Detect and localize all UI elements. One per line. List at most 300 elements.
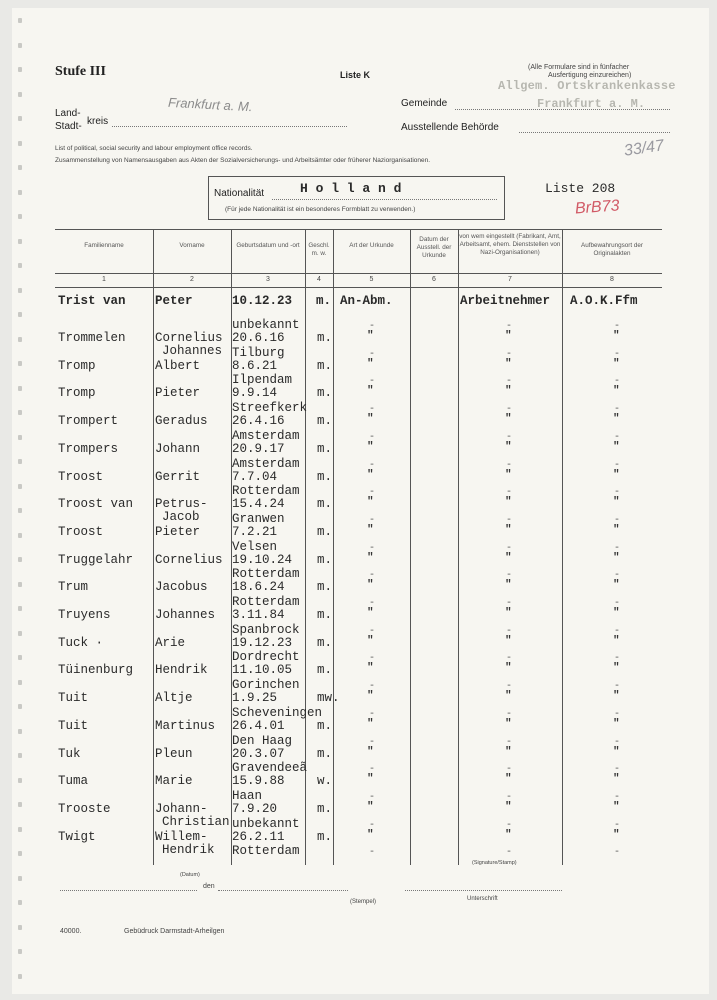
ditto-col5: " bbox=[367, 468, 374, 481]
row-firstname: Pieter bbox=[155, 524, 201, 539]
row-surname: Tuma bbox=[58, 774, 89, 789]
row-place: Amsterdam bbox=[232, 428, 300, 443]
row-birthdate: 20.9.17 bbox=[232, 441, 285, 456]
column-number-1: 1 bbox=[102, 276, 106, 283]
ditto-col8: " bbox=[613, 607, 620, 619]
row-place: Haan bbox=[232, 788, 263, 803]
row-place: Den Haag bbox=[232, 733, 293, 748]
row-surname: Trist van bbox=[58, 294, 126, 308]
ditto-col7: " bbox=[505, 690, 512, 703]
row-place: Rotterdam bbox=[232, 567, 300, 582]
row-surname: Trompers bbox=[58, 441, 119, 456]
dash-mark: - bbox=[506, 653, 513, 665]
header-6: Datum der Ausstell. der Urkunde bbox=[416, 236, 452, 259]
ditto-col5: " bbox=[367, 800, 374, 813]
date-line bbox=[60, 890, 197, 891]
row-place: Scheveningen bbox=[232, 705, 323, 720]
row-place: Ilpendam bbox=[232, 373, 293, 388]
dash-mark: - bbox=[506, 764, 513, 776]
row-birthdate: 26.4.01 bbox=[232, 718, 285, 733]
ditto-col7: " bbox=[505, 496, 512, 509]
ditto-col8: " bbox=[613, 773, 620, 786]
row-firstname: Arie bbox=[155, 635, 186, 650]
row-surname: Twigt bbox=[58, 829, 96, 844]
signature-caption: (Signature/Stamp) bbox=[472, 860, 517, 866]
row-sex: m. bbox=[317, 441, 333, 456]
row-surname: Truggelahr bbox=[58, 552, 134, 567]
row-birthdate: 8.6.21 bbox=[232, 358, 278, 373]
row-birthdate: 18.6.24 bbox=[232, 580, 285, 595]
punch-hole bbox=[18, 361, 22, 366]
stufe-label: Stufe III bbox=[55, 64, 106, 79]
ditto-col8: " bbox=[613, 745, 620, 758]
punch-hole bbox=[18, 631, 22, 636]
description-en: List of political, social security and labour employment office records. bbox=[55, 145, 253, 152]
ditto-col5: " bbox=[367, 745, 374, 758]
dash-mark: - bbox=[506, 487, 513, 499]
ditto-col8: " bbox=[613, 634, 620, 647]
gemeinde-label: Gemeinde bbox=[401, 98, 448, 109]
row-sex: m. bbox=[317, 608, 333, 622]
row-birthdate: 1.9.25 bbox=[232, 691, 278, 706]
ditto-col5: " bbox=[367, 330, 374, 342]
punch-holes bbox=[18, 0, 26, 1000]
punch-hole bbox=[18, 386, 22, 391]
punch-hole bbox=[18, 582, 22, 587]
punch-hole bbox=[18, 704, 22, 709]
ditto-col5: " bbox=[367, 634, 374, 647]
dash-mark: - bbox=[614, 487, 621, 499]
ditto-col7: " bbox=[505, 413, 512, 426]
column-number-8: 8 bbox=[610, 276, 614, 283]
row-surname: Tuit bbox=[58, 691, 89, 706]
dash-mark: - bbox=[614, 653, 621, 665]
row-sex: m. bbox=[317, 331, 333, 345]
dash-mark: - bbox=[614, 819, 621, 831]
ditto-col5: " bbox=[367, 773, 374, 786]
ditto-col8: " bbox=[613, 662, 620, 675]
ditto-col5: " bbox=[367, 357, 374, 370]
note-line-2: Ausfertigung einzureichen) bbox=[548, 72, 632, 79]
red-handwritten-mark: BrB73 bbox=[574, 197, 620, 218]
dash-mark: - bbox=[506, 321, 513, 332]
dash-mark: - bbox=[614, 681, 621, 693]
dash-mark: - bbox=[506, 404, 513, 416]
row-surname: Tromp bbox=[58, 358, 96, 373]
row-firstname: Pleun bbox=[155, 746, 193, 761]
row-birthdate: 26.4.16 bbox=[232, 414, 285, 429]
land-label: Land- bbox=[55, 108, 81, 119]
punch-hole bbox=[18, 680, 22, 685]
ditto-col5: " bbox=[367, 607, 374, 619]
row-sex: m. bbox=[317, 635, 333, 650]
ditto-col7: " bbox=[505, 551, 512, 564]
dash-mark: - bbox=[506, 514, 513, 526]
ditto-col8: " bbox=[613, 413, 620, 426]
dash-mark: - bbox=[614, 321, 621, 332]
punch-hole bbox=[18, 606, 22, 611]
dash-mark: - bbox=[614, 625, 621, 637]
column-number-4: 4 bbox=[317, 276, 321, 283]
row-firstname: Cornelius bbox=[155, 331, 223, 345]
dash-mark: - bbox=[506, 459, 513, 471]
punch-hole bbox=[18, 949, 22, 954]
row-birthdate: 20.6.16 bbox=[232, 331, 285, 345]
date-caption: (Datum) bbox=[180, 872, 200, 878]
ditto-col8: " bbox=[613, 496, 620, 509]
punch-hole bbox=[18, 165, 22, 170]
punch-hole bbox=[18, 802, 22, 807]
stamp-line-2: Frankfurt a. M. bbox=[537, 97, 646, 111]
dash-mark: - bbox=[614, 459, 621, 471]
row-document: An-Abm. bbox=[340, 294, 393, 308]
dash-mark: - bbox=[369, 321, 376, 332]
ref-number: 33/47 bbox=[622, 137, 665, 160]
row-surname: Tuk bbox=[58, 746, 81, 761]
row-place: Tilburg bbox=[232, 345, 285, 360]
row-place: Granwen bbox=[232, 511, 285, 526]
row-birthdate: 15.4.24 bbox=[232, 497, 285, 512]
row-firstname-2: Jacob bbox=[162, 510, 200, 525]
ditto-col7: " bbox=[505, 330, 512, 342]
punch-hole bbox=[18, 974, 22, 979]
dash-mark: - bbox=[369, 487, 376, 499]
gemeinde-line bbox=[455, 109, 670, 110]
row-surname: Trum bbox=[58, 580, 89, 595]
dash-mark: - bbox=[506, 736, 513, 748]
dash-mark: - bbox=[369, 404, 376, 416]
ditto-col5: " bbox=[367, 828, 374, 841]
form-number: 40000. bbox=[60, 928, 82, 935]
dash-mark: - bbox=[369, 819, 376, 831]
punch-hole bbox=[18, 43, 22, 48]
ditto-col5: " bbox=[367, 413, 374, 426]
row-sex: m. bbox=[317, 718, 333, 733]
row-firstname-2: Christian bbox=[162, 814, 230, 829]
dash-mark: - bbox=[506, 708, 513, 720]
dash-mark: - bbox=[506, 542, 513, 554]
row-birthdate: 7.7.04 bbox=[232, 469, 278, 484]
row-place: Gorinchen bbox=[232, 678, 300, 693]
ditto-col8: " bbox=[613, 330, 620, 342]
row-sex: m. bbox=[317, 552, 333, 567]
row-surname: Trompert bbox=[58, 414, 119, 429]
dash-mark: - bbox=[506, 847, 513, 859]
kreis-value: Frankfurt a. M. bbox=[167, 94, 253, 115]
dash-mark: - bbox=[369, 348, 376, 360]
column-divider bbox=[562, 229, 563, 865]
row-employer: Arbeitnehmer bbox=[460, 294, 551, 308]
punch-hole bbox=[18, 484, 22, 489]
header-3: Geburtsdatum und -ort bbox=[236, 242, 300, 249]
dash-mark: - bbox=[614, 514, 621, 526]
ditto-col5: " bbox=[367, 496, 374, 509]
table-number-row-bottom bbox=[55, 287, 662, 288]
dash-mark: - bbox=[506, 431, 513, 443]
row-sex: m. bbox=[317, 414, 333, 429]
header-2: Vorname bbox=[179, 242, 205, 249]
punch-hole bbox=[18, 925, 22, 930]
dash-mark: - bbox=[506, 819, 513, 831]
ditto-col5: " bbox=[367, 690, 374, 703]
dash-mark: - bbox=[369, 625, 376, 637]
row-birthdate: 15.9.88 bbox=[232, 774, 285, 789]
row-birthdate: 26.2.11 bbox=[232, 829, 285, 844]
dash-mark: - bbox=[614, 847, 621, 859]
row-surname: Tüinenburg bbox=[58, 663, 134, 678]
column-number-3: 3 bbox=[266, 276, 270, 283]
punch-hole bbox=[18, 92, 22, 97]
punch-hole bbox=[18, 435, 22, 440]
ditto-col8: " bbox=[613, 800, 620, 813]
row-birthdate: 19.12.23 bbox=[232, 635, 293, 650]
row-sex: m. bbox=[317, 801, 333, 816]
dash-mark: - bbox=[369, 764, 376, 776]
dash-mark: - bbox=[614, 404, 621, 416]
header-1: Familienname bbox=[84, 242, 124, 249]
ditto-col7: " bbox=[505, 745, 512, 758]
ditto-col8: " bbox=[613, 717, 620, 730]
ditto-col8: " bbox=[613, 357, 620, 370]
dash-mark: - bbox=[369, 681, 376, 693]
row-surname: Trooste bbox=[58, 801, 111, 816]
nationality-note: (Für jede Nationalität ist ein besonderes Formblatt zu verwenden.) bbox=[225, 206, 416, 213]
row-firstname: Martinus bbox=[155, 718, 216, 733]
column-number-6: 6 bbox=[432, 276, 436, 283]
row-birthdate: 7.2.21 bbox=[232, 524, 278, 539]
dash-mark: - bbox=[614, 736, 621, 748]
punch-hole bbox=[18, 312, 22, 317]
table-top-border bbox=[55, 229, 662, 230]
row-place: Amsterdam bbox=[232, 456, 300, 471]
ditto-col8: " bbox=[613, 690, 620, 703]
ditto-col5: " bbox=[367, 523, 374, 536]
kreis-line bbox=[112, 126, 347, 127]
column-divider bbox=[458, 229, 459, 865]
ditto-col8: " bbox=[613, 828, 620, 841]
behoerde-line bbox=[519, 132, 670, 133]
row-firstname: Willem- bbox=[155, 829, 208, 844]
row-sex: mw. bbox=[317, 691, 340, 706]
ditto-col7: " bbox=[505, 662, 512, 675]
ditto-col5: " bbox=[367, 717, 374, 730]
row-firstname: Petrus- bbox=[155, 497, 208, 512]
dash-mark: - bbox=[369, 514, 376, 526]
row-surname: Tromp bbox=[58, 386, 96, 401]
den-label: den bbox=[203, 883, 215, 890]
ditto-col5: " bbox=[367, 579, 374, 592]
signature-line bbox=[405, 890, 562, 891]
row-sex: m. bbox=[317, 524, 333, 539]
header-5: Art der Urkunde bbox=[349, 242, 394, 249]
row-birthdate: 20.3.07 bbox=[232, 746, 285, 761]
row-birthdate: 11.10.05 bbox=[232, 663, 293, 678]
row-firstname: Jacobus bbox=[155, 580, 208, 595]
row-place: Streefkerk bbox=[232, 401, 308, 416]
dash-mark: - bbox=[506, 376, 513, 388]
ditto-col7: " bbox=[505, 607, 512, 619]
nationality-value: H o l l a n d bbox=[300, 181, 402, 196]
punch-hole bbox=[18, 729, 22, 734]
column-number-2: 2 bbox=[190, 276, 194, 283]
row-archive: A.O.K.Ffm bbox=[570, 294, 638, 308]
ditto-col8: " bbox=[613, 523, 620, 536]
ditto-col5: " bbox=[367, 551, 374, 564]
dash-mark: - bbox=[369, 736, 376, 748]
row-firstname-2: Hendrik bbox=[162, 842, 215, 857]
dash-mark: - bbox=[369, 542, 376, 554]
dash-mark: - bbox=[614, 598, 621, 609]
row-firstname: Hendrik bbox=[155, 663, 208, 678]
dash-mark: - bbox=[369, 653, 376, 665]
row-firstname: Johannes bbox=[155, 608, 216, 622]
den-line bbox=[218, 890, 348, 891]
punch-hole bbox=[18, 263, 22, 268]
dash-mark: - bbox=[506, 681, 513, 693]
row-firstname: Gerrit bbox=[155, 469, 201, 484]
dash-mark: - bbox=[614, 791, 621, 803]
row-firstname: Johann- bbox=[155, 801, 208, 816]
dash-mark: - bbox=[506, 598, 513, 609]
row-firstname: Cornelius bbox=[155, 552, 223, 567]
dash-mark: - bbox=[614, 348, 621, 360]
kreis-label: kreis bbox=[87, 116, 109, 127]
row-sex: m. bbox=[317, 469, 333, 484]
row-place: Spanbrock bbox=[232, 622, 300, 637]
row-firstname: Marie bbox=[155, 774, 193, 789]
column-number-5: 5 bbox=[369, 276, 374, 283]
punch-hole bbox=[18, 827, 22, 832]
header-8: Aufbewahrungsort der Originalakten bbox=[581, 242, 643, 257]
ditto-col7: " bbox=[505, 634, 512, 647]
row-firstname: Johann bbox=[155, 441, 201, 456]
row-sex: m. bbox=[317, 358, 333, 373]
ditto-col8: " bbox=[613, 551, 620, 564]
punch-hole bbox=[18, 410, 22, 415]
behoerde-label: Ausstellende Behörde bbox=[401, 122, 499, 133]
row-sex: m. bbox=[317, 663, 333, 678]
row-birthdate: 10.12.23 bbox=[232, 294, 293, 308]
row-place: Velsen bbox=[232, 539, 278, 554]
ditto-col7: " bbox=[505, 523, 512, 536]
row-birthdate: 3.11.84 bbox=[232, 608, 285, 622]
dash-mark: - bbox=[506, 348, 513, 360]
punch-hole bbox=[18, 459, 22, 464]
dash-mark: - bbox=[614, 764, 621, 776]
dash-mark: - bbox=[506, 570, 513, 582]
column-number-7: 7 bbox=[508, 276, 512, 283]
nationality-label: Nationalität bbox=[214, 188, 265, 199]
row-birthdate: 19.10.24 bbox=[232, 552, 293, 567]
table-header-bottom bbox=[55, 273, 662, 274]
note-line-1: (Alle Formulare sind in fünfacher bbox=[528, 64, 630, 71]
nationality-line bbox=[272, 199, 497, 200]
row-sex: m. bbox=[317, 746, 333, 761]
row-surname: Tuit bbox=[58, 718, 89, 733]
unterschrift-caption: Unterschrift bbox=[467, 896, 498, 902]
liste-number: Liste 208 bbox=[545, 181, 616, 196]
row-sex: m. bbox=[316, 294, 332, 308]
dash-mark: - bbox=[369, 376, 376, 388]
dash-mark: - bbox=[369, 598, 376, 609]
ditto-col7: " bbox=[505, 357, 512, 370]
dash-mark: - bbox=[614, 376, 621, 388]
row-place: unbekannt bbox=[232, 318, 300, 332]
row-firstname: Peter bbox=[155, 294, 193, 308]
dash-mark: - bbox=[614, 542, 621, 554]
last-row-place: Rotterdam bbox=[232, 844, 300, 859]
row-sex: m. bbox=[317, 580, 333, 595]
liste-k-label: Liste K bbox=[340, 70, 371, 80]
ditto-col8: " bbox=[613, 579, 620, 592]
punch-hole bbox=[18, 190, 22, 195]
punch-hole bbox=[18, 778, 22, 783]
punch-hole bbox=[18, 337, 22, 342]
row-birthdate: 9.9.14 bbox=[232, 386, 278, 401]
punch-hole bbox=[18, 900, 22, 905]
stadt-label: Stadt- bbox=[55, 121, 82, 132]
dash-mark: - bbox=[369, 431, 376, 443]
stamp-line-1: Allgem. Ortskrankenkasse bbox=[498, 79, 676, 93]
row-firstname-2: Johannes bbox=[162, 344, 223, 358]
dash-mark: - bbox=[369, 570, 376, 582]
header-7: von wem eingestellt (Fabrikant, Amt, Arbeitsamt, ehem. Dienststellen von Nazi-Organisationen) bbox=[459, 233, 561, 256]
ditto-col7: " bbox=[505, 773, 512, 786]
punch-hole bbox=[18, 508, 22, 513]
punch-hole bbox=[18, 214, 22, 219]
ditto-col7: " bbox=[505, 579, 512, 592]
punch-hole bbox=[18, 655, 22, 660]
punch-hole bbox=[18, 557, 22, 562]
dash-mark: - bbox=[506, 625, 513, 637]
row-sex: m. bbox=[317, 497, 333, 512]
row-surname: Truyens bbox=[58, 608, 111, 622]
row-birthdate: 7.9.20 bbox=[232, 801, 278, 816]
punch-hole bbox=[18, 533, 22, 538]
punch-hole bbox=[18, 753, 22, 758]
punch-hole bbox=[18, 851, 22, 856]
row-firstname: Geradus bbox=[155, 414, 208, 429]
ditto-col8: " bbox=[613, 440, 620, 453]
row-place: unbekannt bbox=[232, 816, 300, 831]
row-surname: Tuck · bbox=[58, 635, 104, 650]
row-surname: Troost bbox=[58, 524, 104, 539]
punch-hole bbox=[18, 141, 22, 146]
row-firstname: Albert bbox=[155, 358, 201, 373]
punch-hole bbox=[18, 288, 22, 293]
row-place: Rotterdam bbox=[232, 484, 300, 499]
ditto-col7: " bbox=[505, 440, 512, 453]
stempel-caption: (Stempel) bbox=[350, 899, 377, 905]
punch-hole bbox=[18, 67, 22, 72]
punch-hole bbox=[18, 18, 22, 23]
description-de: Zusammenstellung von Namensausgaben aus Akten der Sozialversicherungs- und Arbeitsämter oder früherer Naziorganisationen. bbox=[55, 157, 431, 164]
ditto-col7: " bbox=[505, 717, 512, 730]
ditto-col8: " bbox=[613, 468, 620, 481]
row-sex: w. bbox=[317, 774, 333, 789]
row-sex: m. bbox=[317, 829, 333, 844]
column-divider bbox=[153, 229, 154, 865]
row-surname: Troost van bbox=[58, 497, 134, 512]
row-firstname: Altje bbox=[155, 691, 193, 706]
punch-hole bbox=[18, 116, 22, 121]
row-place: Gravendeeã bbox=[232, 761, 308, 776]
punch-hole bbox=[18, 876, 22, 881]
header-4: Geschl. m. w. bbox=[308, 242, 330, 257]
ditto-col7: " bbox=[505, 385, 512, 398]
row-firstname: Pieter bbox=[155, 386, 201, 401]
ditto-col5: " bbox=[367, 662, 374, 675]
